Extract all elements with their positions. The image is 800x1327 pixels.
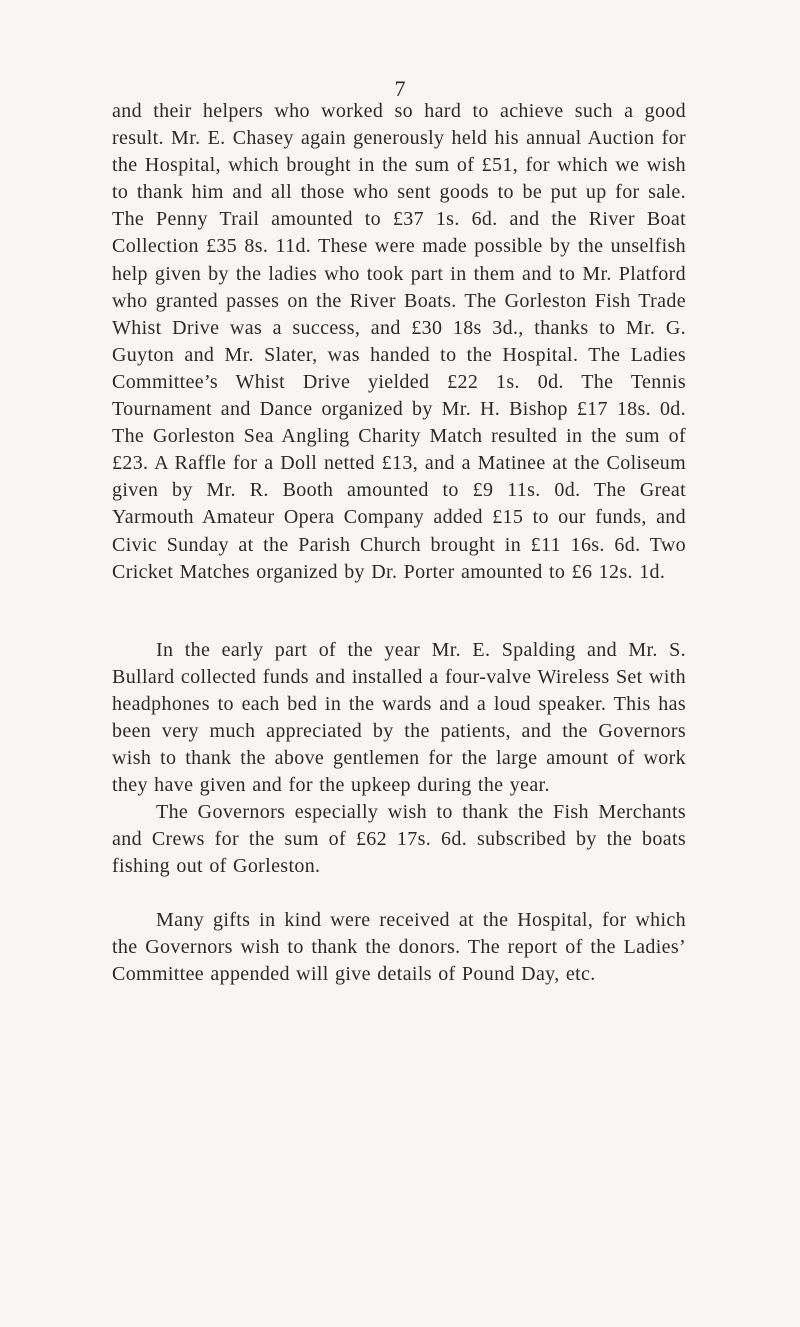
page-number: 7 bbox=[394, 76, 406, 101]
paragraph-fish-merchants: The Governors especially wish to thank the Fish Merchants and Crews for the sum of £62 17s. 6d. subscribed by the boats fishing out of Gorleston. bbox=[112, 801, 686, 878]
paragraph-wireless-set: In the early part of the year Mr. E. Spalding and Mr. S. Bullard collected funds and installed a four-valve Wireless Set with headphones to each bed in the wards and a loud speaker. This has been very much appreciated by the patients, and the Governors wish to thank the above gentlemen for the large amount of work they have given and for the upkeep during the year. bbox=[112, 639, 686, 797]
paragraph-gifts-in-kind: Many gifts in kind were received at the Hospital, for which the Governors wish to thank the donors. The report of the Ladies’ Committee appended will give details of Pound Day, etc. bbox=[112, 909, 686, 986]
paragraph-fundraising: and their helpers who worked so hard to achieve such a good result. Mr. E. Chasey again generously held his annual Auction for the Hospital, which brought in the sum of £51, for which we wish to thank him and all those who sent goods to be put up for sale. The Penny Trail amounted to £37 1s. 6d. and the River Boat Collection £35 8s. 11d. These were made possible by the unselfish help given by the ladies who took part in them and to Mr. Platford who granted passes on the River Boats. The Gorleston Fish Trade Whist Drive was a success, and £30 18s 3d., thanks to Mr. G. Guyton and Mr. Slater, was handed to the Hospital. The Ladies Committee’s Whist Drive yielded £22 1s. 0d. The Tennis Tournament and Dance organized by Mr. H. Bishop £17 18s. 0d. The Gorleston Sea Angling Charity Match resulted in the sum of £23. A Raffle for a Doll netted £13, and a Matinee at the Coliseum given by Mr. R. Booth amounted to £9 11s. 0d. The Great Yarmouth Amateur Opera Company added £15 to our funds, and Civic Sunday at the Parish Church brought in £11 16s. 6d. Two Cricket Matches organized by Dr. Porter amounted to £6 12s. 1d. bbox=[112, 100, 686, 583]
